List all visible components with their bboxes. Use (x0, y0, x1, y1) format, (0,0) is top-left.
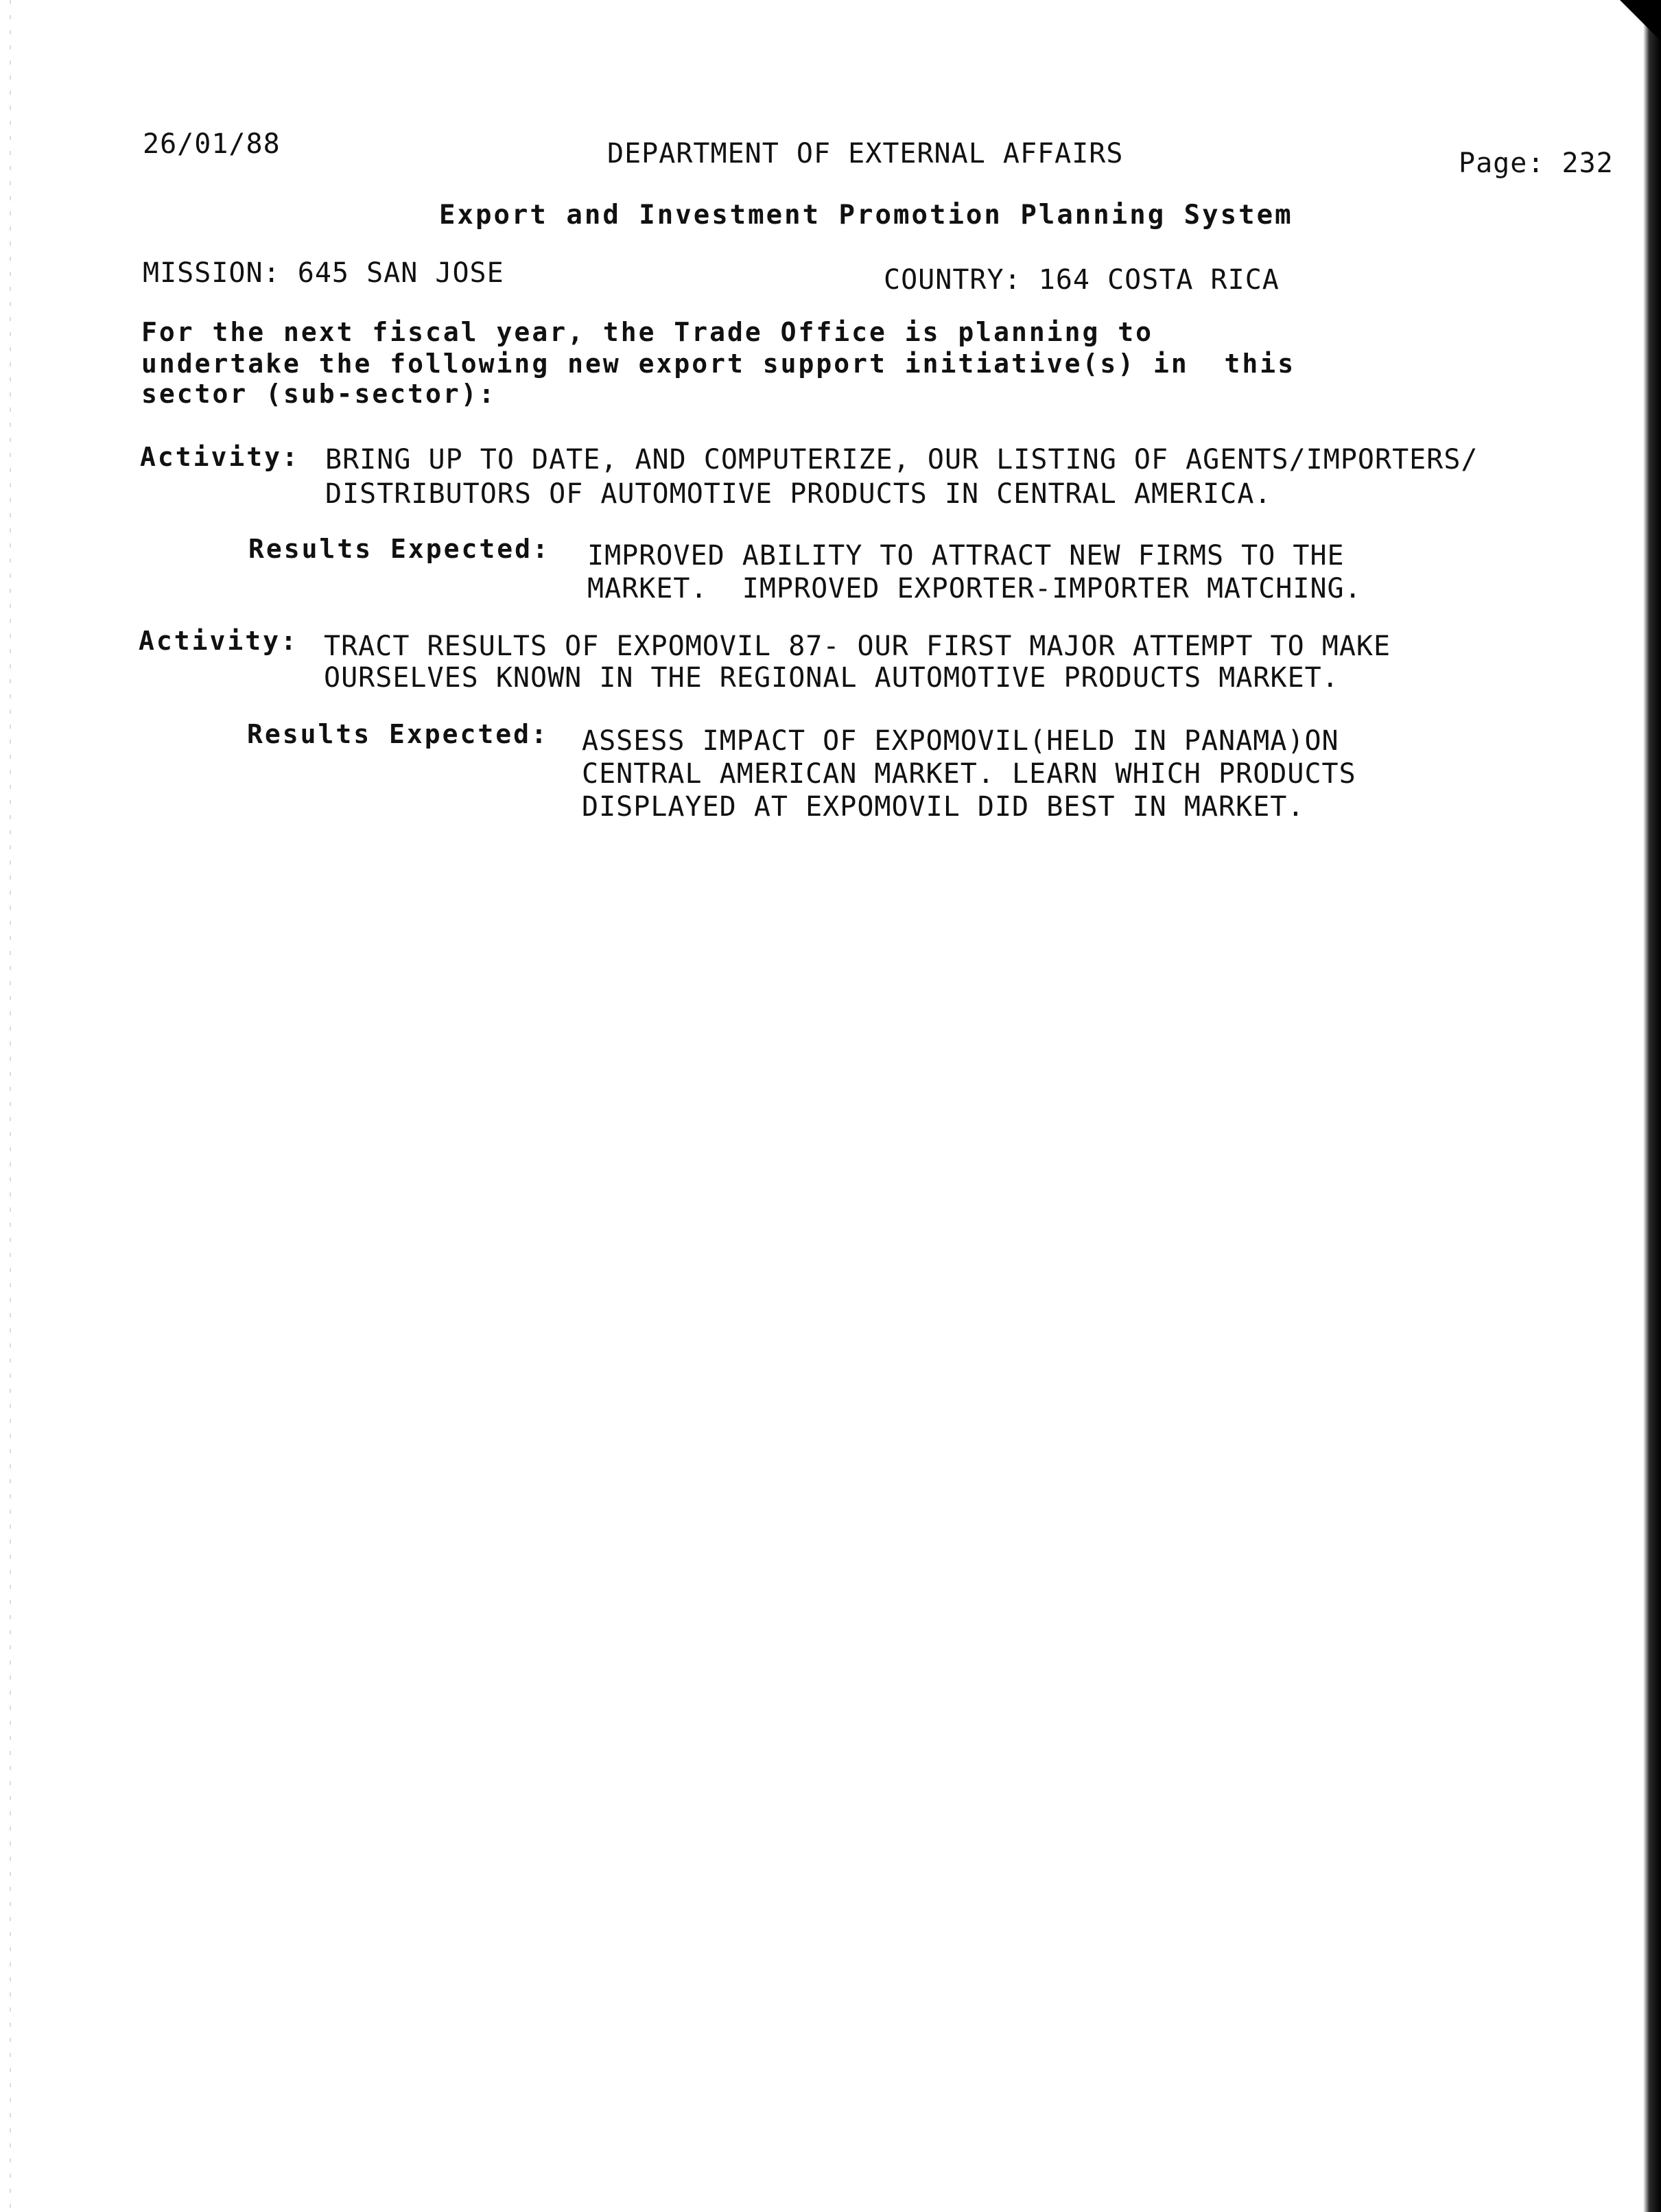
results-2-label: Results Expected: (247, 719, 549, 749)
report-date: 26/01/88 (143, 128, 281, 160)
activity-1-label: Activity: (140, 442, 300, 472)
right-scan-edge (1643, 0, 1661, 2212)
results-2-line-3: DISPLAYED AT EXPOMOVIL DID BEST IN MARKET. (582, 791, 1305, 823)
left-scan-edge (10, 0, 11, 2212)
activity-2-line-1: TRACT RESULTS OF EXPOMOVIL 87- OUR FIRST MAJOR ATTEMPT TO MAKE (324, 631, 1391, 662)
activity-2-label: Activity: (139, 626, 298, 656)
results-2-line-2: CENTRAL AMERICAN MARKET. LEARN WHICH PRODUCTS (582, 758, 1356, 790)
results-1-line-1: IMPROVED ABILITY TO ATTRACT NEW FIRMS TO THE (587, 540, 1345, 572)
activity-2-line-2: OURSELVES KNOWN IN THE REGIONAL AUTOMOTIVE PRODUCTS MARKET. (324, 662, 1339, 694)
country-line: COUNTRY: 164 COSTA RICA (884, 264, 1280, 296)
activity-1-line-2: DISTRIBUTORS OF AUTOMOTIVE PRODUCTS IN CENTRAL AMERICA. (325, 478, 1272, 510)
intro-line-2: undertake the following new export support initiative(s) in this (141, 349, 1296, 379)
results-2-line-1: ASSESS IMPACT OF EXPOMOVIL(HELD IN PANAMA)ON (582, 725, 1339, 757)
results-1-line-2: MARKET. IMPROVED EXPORTER-IMPORTER MATCHING. (587, 573, 1362, 604)
page-number: Page: 232 (1459, 148, 1614, 179)
activity-1-line-1: BRING UP TO DATE, AND COMPUTERIZE, OUR LISTING OF AGENTS/IMPORTERS/ (325, 444, 1479, 475)
department-title: DEPARTMENT OF EXTERNAL AFFAIRS (607, 138, 1124, 169)
results-1-label: Results Expected: (248, 534, 550, 564)
intro-line-3: sector (sub-sector): (141, 379, 497, 409)
intro-line-1: For the next fiscal year, the Trade Office is planning to (141, 317, 1154, 347)
mission-line: MISSION: 645 SAN JOSE (143, 257, 504, 289)
right-scan-corner (1620, 0, 1661, 41)
system-title: Export and Investment Promotion Planning System (439, 200, 1293, 231)
